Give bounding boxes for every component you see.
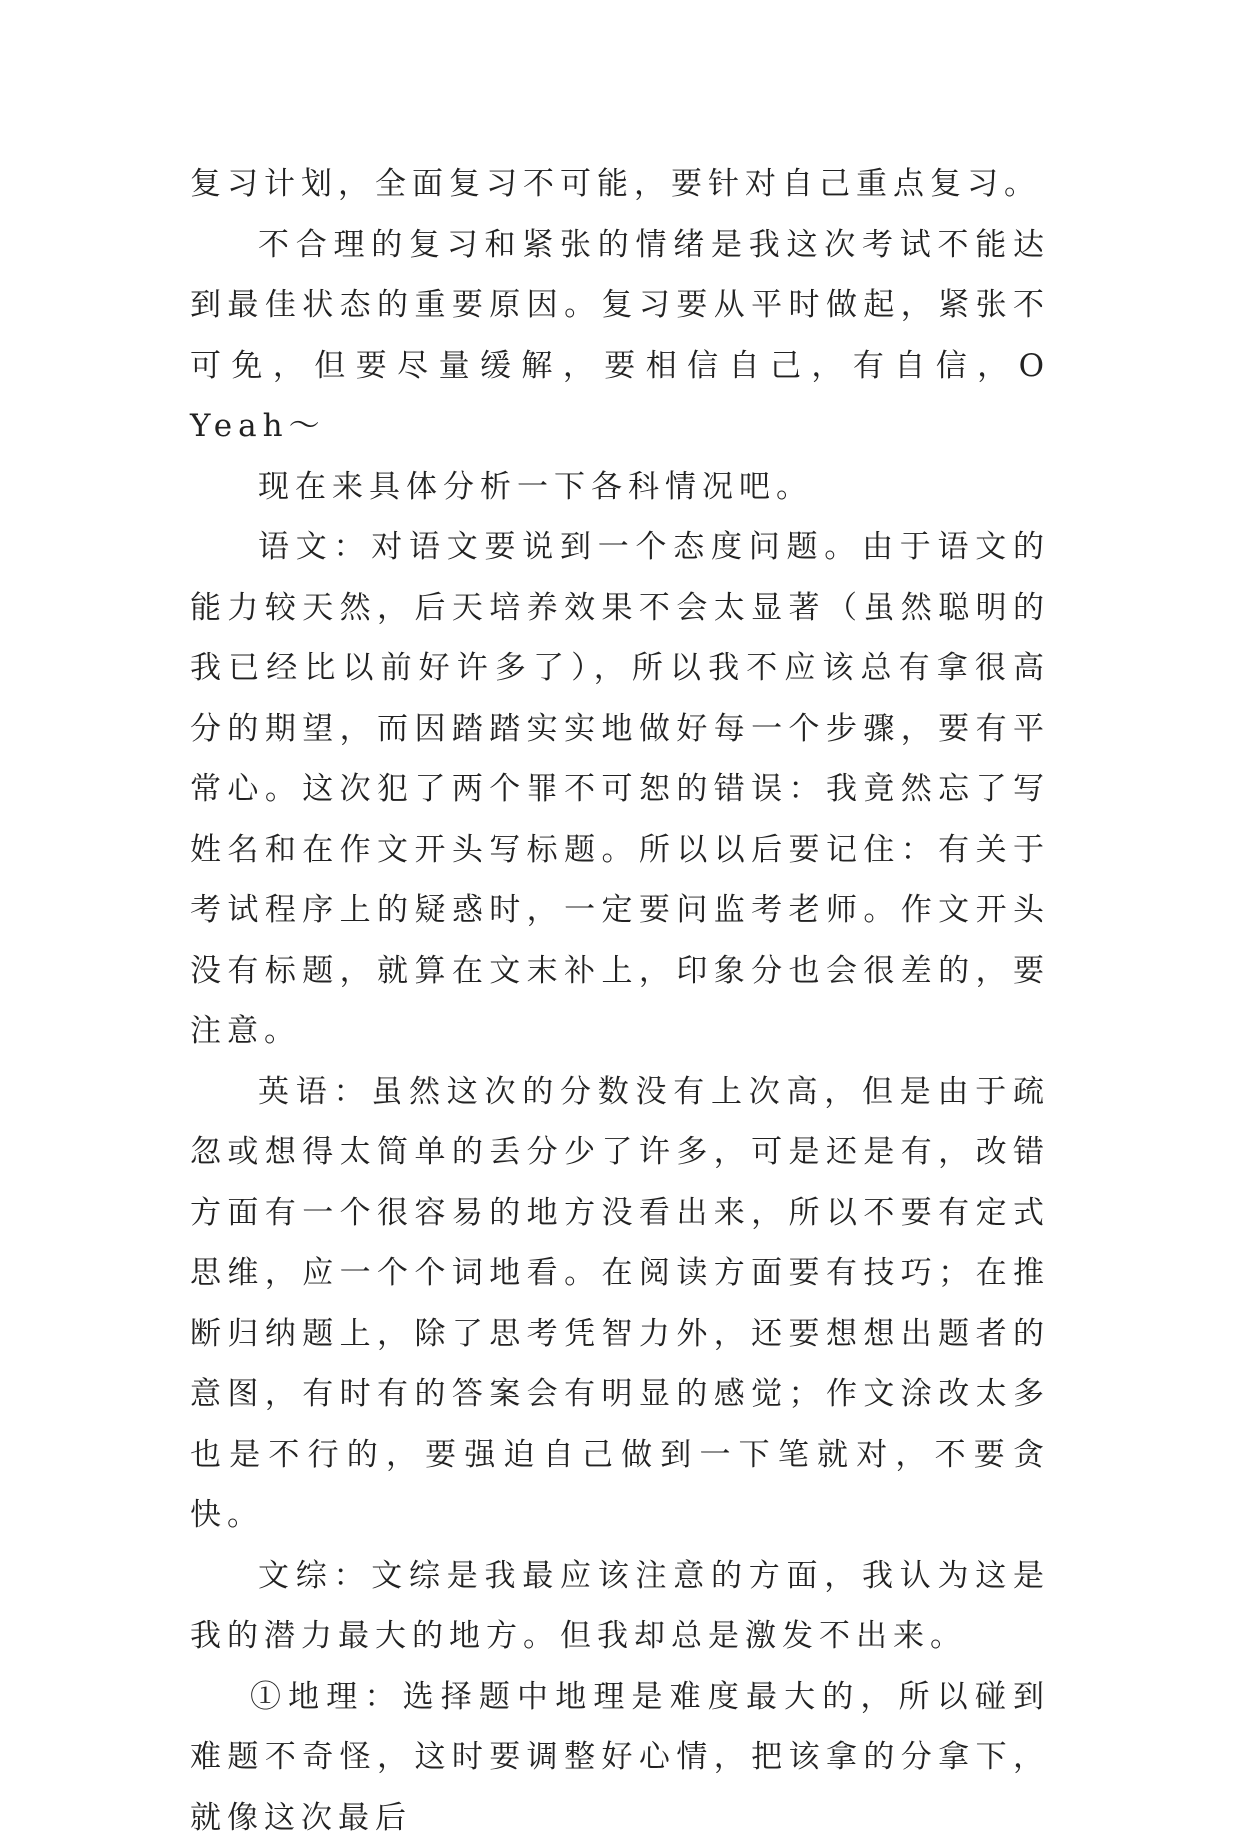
paragraph-exam-state: 不合理的复习和紧张的情绪是我这次考试不能达到最佳状态的重要原因。复习要从平时做起，紧张不可免，但要尽量缓解，要相信自己，有自信，O Yeah～ — [190, 215, 1050, 457]
paragraph-english: 英语：虽然这次的分数没有上次高，但是由于疏忽或想得太简单的丢分少了许多，可是还是有，改错方面有一个很容易的地方没看出来，所以不要有定式思维，应一个个词地看。在阅读方面要有技巧；在推断归纳题上，除了思考凭智力外，还要想想出题者的意图，有时有的答案会有明显的感觉；作文涂改太多也是不行的，要强迫自己做到一下笔就对，不要贪快。 — [190, 1062, 1050, 1546]
paragraph-subject-intro: 现在来具体分析一下各科情况吧。 — [190, 457, 1050, 518]
paragraph-geography: ①地理：选择题中地理是难度最大的，所以碰到难题不奇怪，这时要调整好心情，把该拿的分拿下，就像这次最后 — [190, 1667, 1050, 1848]
paragraph-review-plan: 复习计划，全面复习不可能，要针对自己重点复习。 — [190, 154, 1050, 215]
document-body — [190, 154, 1050, 1848]
paragraph-chinese: 语文：对语文要说到一个态度问题。由于语文的能力较天然，后天培养效果不会太显著（虽然聪明的我已经比以前好许多了），所以我不应该总有拿很高分的期望，而因踏踏实实地做好每一个步骤，要有平常心。这次犯了两个罪不可恕的错误：我竟然忘了写姓名和在作文开头写标题。所以以后要记住：有关于考试程序上的疑惑时，一定要问监考老师。作文开头没有标题，就算在文末补上，印象分也会很差的，要注意。 — [190, 517, 1050, 1062]
paragraph-liberal-arts: 文综：文综是我最应该注意的方面，我认为这是我的潜力最大的地方。但我却总是激发不出来。 — [190, 1546, 1050, 1667]
